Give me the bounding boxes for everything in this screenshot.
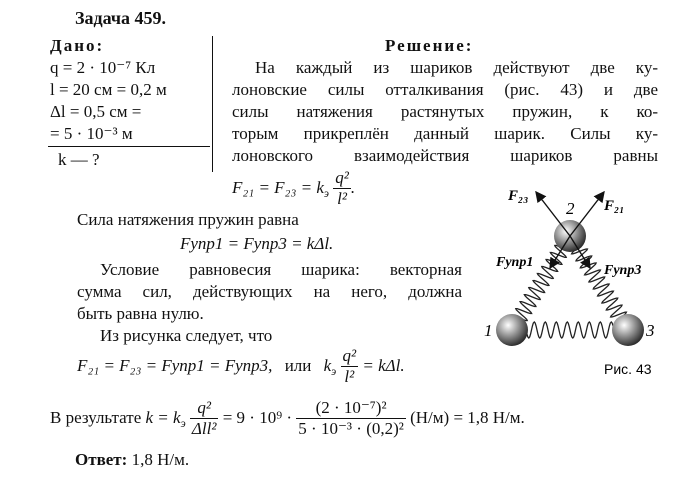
solution-para2: Сила натяжения пружин равна	[77, 210, 299, 229]
solution-para1-line3: силы натяжения растянутых пружин, к ко-	[232, 102, 658, 121]
spring-right	[572, 248, 627, 318]
label-f21: F₂₁	[604, 198, 625, 214]
formula3-fraction	[341, 346, 359, 388]
label-ball-2: 2	[566, 199, 575, 218]
formula1-lhs: F₂₁ = F₂₃ = k	[232, 177, 324, 197]
result-prefix: В результате	[50, 407, 142, 427]
ball-3	[612, 314, 644, 346]
given-line-3: Δl = 0,5 см =	[50, 102, 142, 121]
result-ke-sub: э	[180, 417, 186, 431]
formula-spring: Fупр1 = Fупр3 = kΔl.	[180, 234, 334, 253]
formula1-fraction	[333, 168, 351, 210]
label-ball-3: 3	[646, 321, 655, 340]
solution-para3-line3: быть равна нулю.	[77, 304, 204, 323]
label-fupr3: Fупр3	[604, 263, 642, 278]
label-ball-1: 1	[484, 321, 493, 340]
solution-para3-line1: Условие равновесия шарика: векторная	[100, 260, 462, 279]
result-frac1-den: Δll²	[191, 419, 217, 439]
solution-para1-line1: На каждый из шариков действуют две ку-	[255, 58, 658, 77]
formula3-num: q²	[341, 346, 359, 367]
formula3-ke-sub: э	[331, 365, 337, 379]
spring-bottom	[526, 322, 614, 338]
problem-title: Задача 459.	[75, 8, 167, 28]
formula1-den: l²	[337, 189, 347, 209]
formula-result	[50, 398, 525, 440]
given-header: Дано:	[50, 36, 105, 55]
solution-header: Решение:	[385, 36, 474, 55]
formula1-num: q²	[333, 168, 351, 189]
answer-value: 1,8 Н/м.	[131, 450, 190, 469]
figure-caption: Рис. 43	[604, 361, 652, 377]
label-fupr1: Fупр1	[496, 255, 534, 270]
figure-43	[470, 170, 698, 380]
given-divider	[212, 36, 213, 172]
given-line-2: l = 20 см = 0,2 м	[50, 80, 167, 99]
result-k-eq: k = k	[145, 407, 181, 427]
given-find: k — ?	[58, 150, 100, 169]
result-mid: = 9 · 10⁹ ·	[222, 407, 293, 427]
formula3-k: k	[323, 355, 332, 375]
result-tail: (Н/м) = 1,8 Н/м.	[410, 407, 525, 427]
result-fraction-2	[296, 398, 406, 440]
given-line-1: q = 2 · 10⁻⁷ Кл	[50, 58, 156, 77]
formula3-or: или	[284, 355, 312, 375]
formula-coulomb	[232, 168, 355, 210]
formula3-rhs: = kΔl.	[362, 355, 405, 375]
formula3-den: l²	[344, 367, 355, 387]
result-frac2-den: 5 · 10⁻³ · (0,2)²	[298, 419, 404, 439]
solution-para1-line5: лоновского взаимодействия шариков равны	[232, 146, 658, 165]
solution-para4: Из рисунка следует, что	[100, 326, 273, 345]
formula1-ke-sub: э	[323, 187, 329, 201]
formula1-end: .	[350, 177, 356, 197]
solution-para3-line2: сумма сил, действующих на него, должна	[77, 282, 462, 301]
formula3-lhs: F₂₁ = F₂₃ = Fупр1 = Fупр3,	[77, 355, 273, 375]
label-f23: F₂₃	[508, 188, 529, 204]
answer-label: Ответ:	[75, 450, 128, 469]
given-separator	[48, 146, 210, 147]
result-frac2-num: (2 · 10⁻⁷)²	[296, 398, 406, 419]
answer	[75, 450, 189, 470]
formula-equilibrium	[77, 346, 405, 388]
given-line-4: = 5 · 10⁻³ м	[50, 124, 133, 143]
ball-1	[496, 314, 528, 346]
solution-para1-line4: торым прикреплён данный шарик. Силы ку-	[232, 124, 658, 143]
arrow-f23	[536, 192, 570, 236]
result-fraction-1	[190, 398, 219, 440]
solution-para1-line2: лоновские силы отталкивания (рис. 43) и две	[232, 80, 658, 99]
result-frac1-num: q²	[190, 398, 219, 419]
arrow-f21	[570, 192, 604, 236]
